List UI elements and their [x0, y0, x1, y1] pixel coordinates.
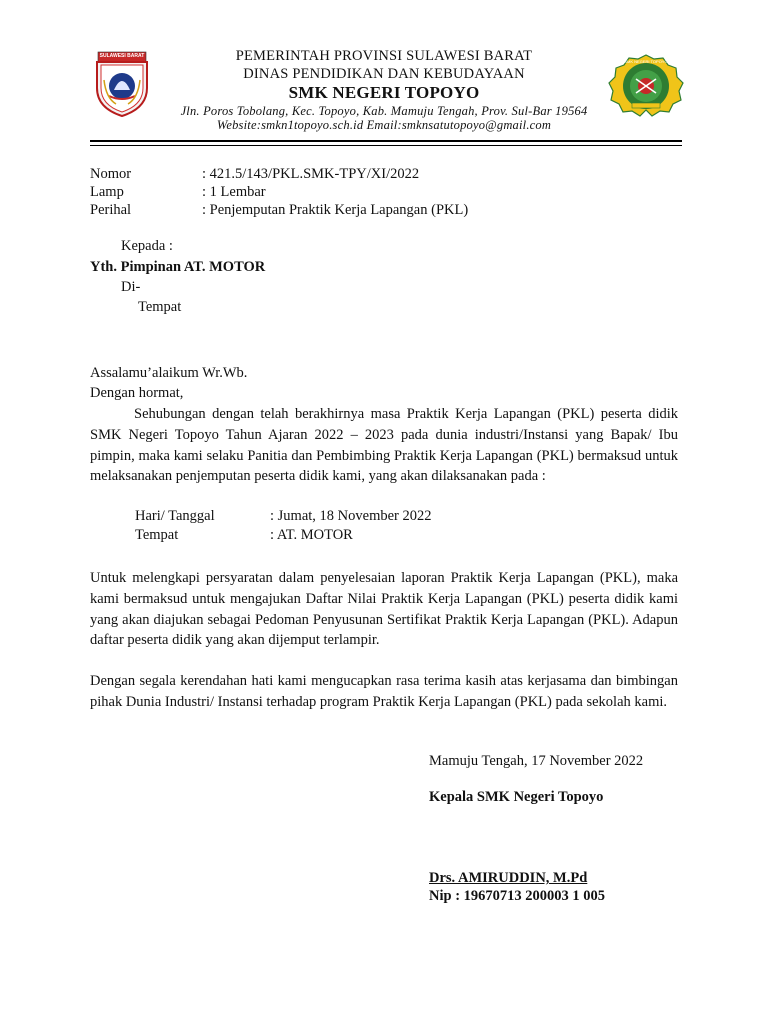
meta-label-nomor: Nomor [90, 166, 132, 182]
paragraph-closing: Dengan segala kerendahan hati kami mengucapkan rasa terima kasih atas kerjasama dan bimbingan pihak Dunia Industri/ Instansi terhadap program Praktik Kerja Lapangan (PKL) pada sekolah kami. [90, 673, 678, 710]
paragraph-intro: Sehubungan dengan telah berakhirnya masa Praktik Kerja Lapangan (PKL) peserta didik SMK Negeri Topoyo Tahun Ajaran 2022 – 2023 pada dunia industri/Instansi yang Bapak/ Ibu pimpin, maka kami selaku Panitia dan Pembimbing Praktik Kerja Lapangan (PKL) bermaksud untuk melaksanakan penjemputan peserta didik kami, yang akan dilaksanakan pada : [90, 406, 678, 485]
school-contact: Website:smkn1topoyo.sch.id Email:smknsatutopoyo@gmail.com [216, 118, 552, 132]
signatory-nip: Nip : 19670713 200003 1 005 [429, 888, 606, 904]
recipient-kepada: Kepada : [121, 238, 173, 254]
schedule-label-date: Hari/ Tanggal [135, 508, 215, 524]
meta-label-lamp: Lamp [90, 184, 124, 200]
recipient-name: Yth. Pimpinan AT. MOTOR [90, 259, 266, 275]
recipient-tempat: Tempat [138, 299, 182, 315]
schedule-value-place: : AT. MOTOR [270, 527, 353, 543]
province-logo-text: SULAWESI BARAT [99, 53, 145, 59]
schedule-label-place: Tempat [135, 527, 179, 543]
signature-title: Kepala SMK Negeri Topoyo [429, 789, 604, 805]
opening: Dengan hormat, [90, 385, 184, 401]
greeting: Assalamu’alaikum Wr.Wb. [90, 365, 248, 381]
recipient-di: Di- [121, 279, 141, 295]
school-address: Jln. Poros Tobolang, Kec. Topoyo, Kab. Mamuju Tengah, Prov. Sul-Bar 19564 [180, 104, 588, 118]
signature-place-date: Mamuju Tengah, 17 November 2022 [429, 753, 644, 769]
government-name: PEMERINTAH PROVINSI SULAWESI BARAT [235, 48, 533, 64]
paragraph-requirements: Untuk melengkapi persyaratan dalam penyelesaian laporan Praktik Kerja Lapangan (PKL), maka kami bermaksud untuk mengajukan Daftar Nilai Praktik Kerja Lapangan (PKL) peserta didik kami yang akan diajukan sebagai Pedoman Penyusunan Sertifikat Praktik Kerja Lapangan (PKL). Adapun daftar peserta didik yang akan dijemput terlampir. [90, 570, 678, 649]
department-name: DINAS PENDIDIKAN DAN KEBUDAYAAN [243, 66, 525, 82]
letterhead-divider-thin [90, 145, 682, 146]
signatory-name: Drs. AMIRUDDIN, M.Pd [429, 870, 588, 886]
meta-label-perihal: Perihal [90, 202, 132, 218]
schedule-value-date: : Jumat, 18 November 2022 [270, 508, 432, 524]
meta-value-nomor: : 421.5/143/PKL.SMK-TPY/XI/2022 [202, 166, 420, 182]
school-logo-text: SMK NEGERI TOPOYO [624, 59, 668, 64]
school-name: SMK NEGERI TOPOYO [288, 83, 480, 102]
letterhead-divider-thick [90, 140, 682, 142]
meta-value-lamp: : 1 Lembar [202, 184, 266, 200]
meta-value-perihal: : Penjemputan Praktik Kerja Lapangan (PKL) [202, 202, 469, 218]
